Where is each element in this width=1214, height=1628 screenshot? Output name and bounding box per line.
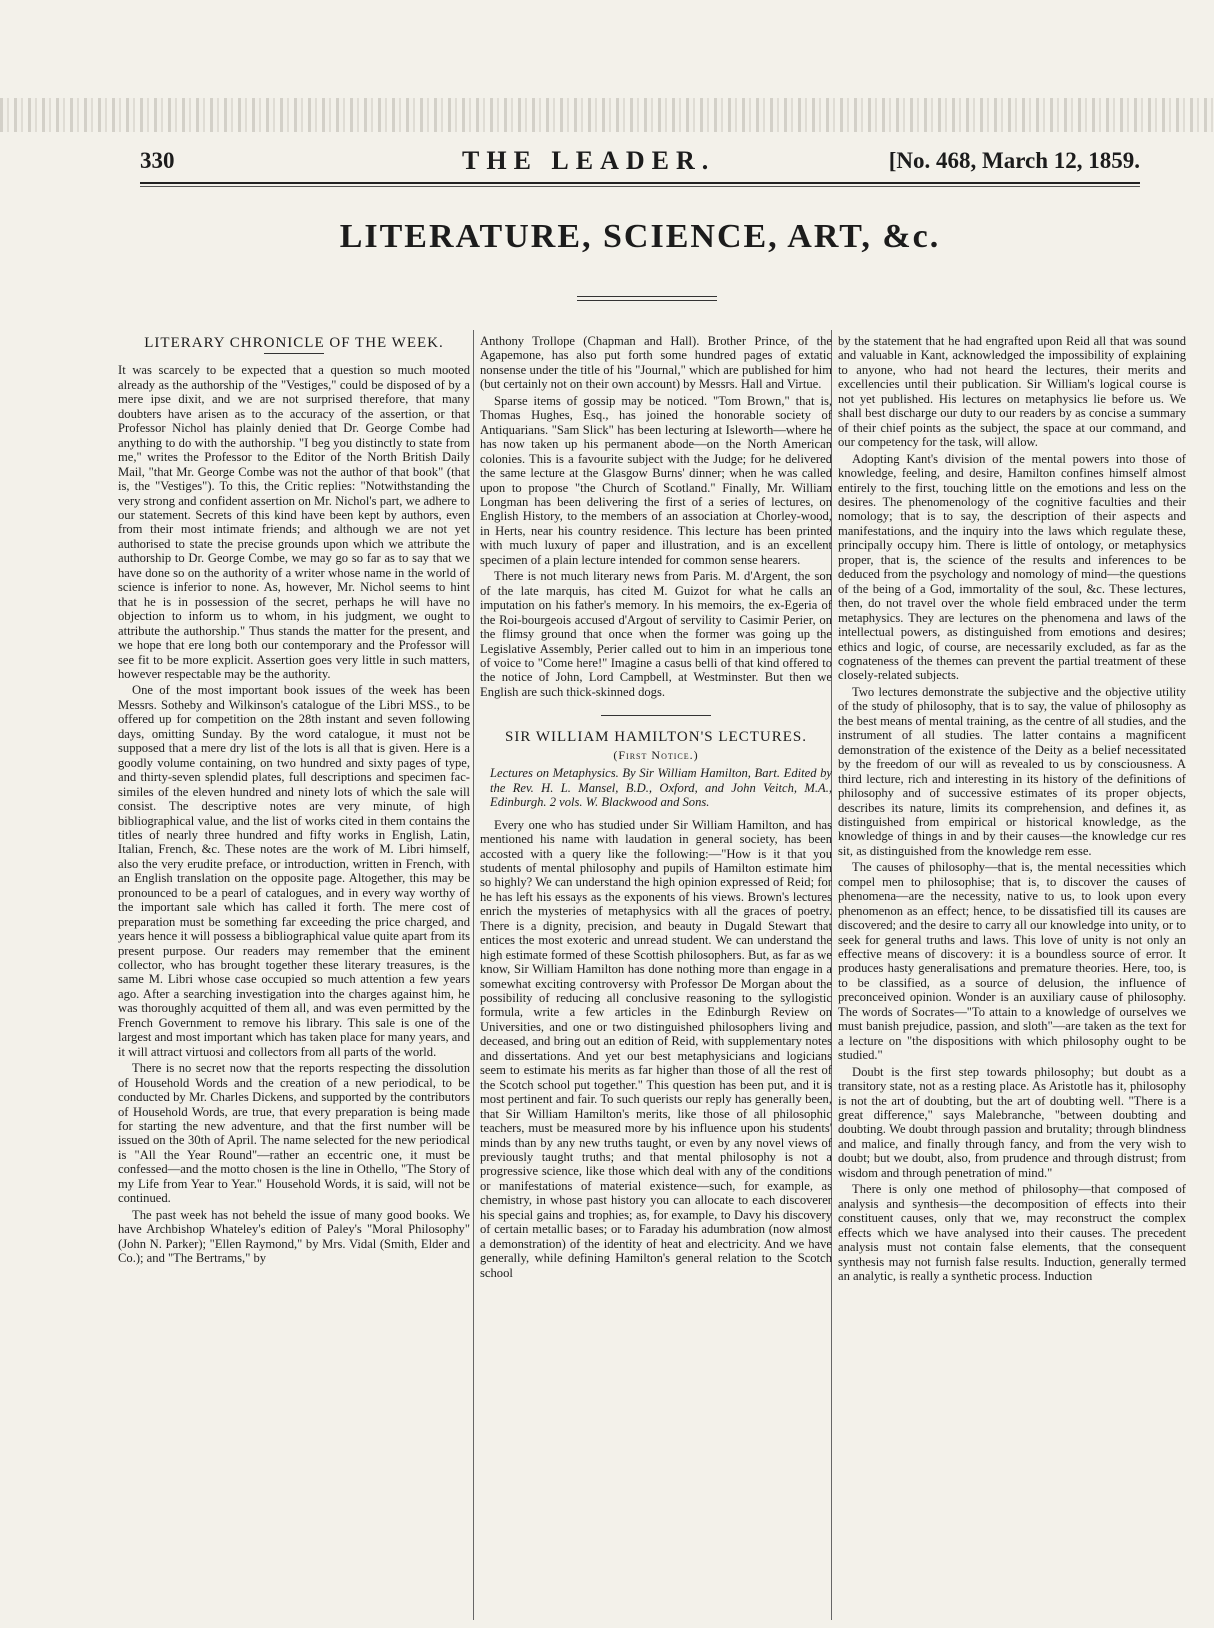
page-number: 330 bbox=[140, 148, 175, 173]
chronicle-paragraph: One of the most important book issues of the week has been Messrs. Sotheby and Wilkinson's catalogue of the Libri MSS., to be offered up for competition on the 28th instant and seven following days, omitting Sunday. By the word catalogue, it must not be supposed that a mere dry list of the lots is all that is given. Here is a goodly volume containing, on two hundred and sixty pages of type, and thirty-seven splendid plates, full descriptions and specimen fac-similes of the eleven hundred and ninety lots of which the sale will consist. The descriptive notes are very minute, of high bibliographical value, and the list of works cited in them contains the titles of nearly three hundred and fifty works in English, Latin, Italian, French, &c. These notes are the work of M. Libri himself, also the very erudite preface, or introduction, written in French, with an English translation on the opposite page. Altogether, this may be pronounced to be a pearl of catalogues, and in every way worthy of the important sale which has called it forth. The mere cost of preparation must be something far exceeding the price charged, and years hence it will possess a bibliographical value quite apart from its present purpose. Our readers may remember that the eminent collector, who has brought together these literary treasures, is the same M. Libri whose case occupied so much attention a few years ago. After a searching investigation into the charges against him, he was thoroughly acquitted of them all, and was even permitted by the French Government to remove his library. This sale is one of the largest and most important which has taken place for many years, and it will attract virtuosi and collectors from all parts of the world. bbox=[118, 683, 470, 1059]
chronicle-paragraph: There is not much literary news from Paris. M. d'Argent, the son of the late marquis, has cited M. Guizot for what he calls an imputation on his father's memory. In his memoirs, the ex-Egeria of the Roi-bourgeois accused d'Argout of servility to Casimir Perier, on the flimsy ground that once when the former was going up the Legislative Assembly, Perier called out to him in an imperious tone of voice to "Come here!" Imagine a casus belli of that kind offered to the notice of John, Lord Campbell, at Westminster. But then we English are such thick-skinned dogs. bbox=[480, 569, 832, 699]
masthead-rule bbox=[140, 182, 1140, 184]
column-3 bbox=[838, 334, 1186, 1624]
chronicle-paragraph: Anthony Trollope (Chapman and Hall). Brother Prince, of the Agapemone, has also put forth some hundred pages of extatic nonsense under the title of his "Journal," which are published for him (but certainly not on their own account) by Messrs. Hall and Virtue. bbox=[480, 334, 832, 392]
masthead bbox=[140, 146, 1140, 180]
column-1 bbox=[118, 334, 470, 1624]
chronicle-paragraph: There is no secret now that the reports respecting the dissolution of Household Words and the creation of a new periodical, to be conducted by Mr. Charles Dickens, and supported by the contributors of Household Words, are true, that every preparation is being made for starting the new adventure, and that the first number will be issued on the 30th of April. The name selected for the new periodical is "All the Year Round"—rather an eccentric one, it must be confessed—and the motto chosen is the line in Othello, "The Story of my Life from Year to Year." Household Words, it is said, will not be continued. bbox=[118, 1061, 470, 1206]
chronicle-heading-rule bbox=[264, 353, 324, 357]
hamilton-subheading: (First Notice.) bbox=[613, 747, 699, 762]
chronicle-heading: LITERARY CHRONICLE OF THE WEEK. bbox=[144, 335, 444, 351]
section-title: LITERATURE, SCIENCE, ART, &c. bbox=[339, 218, 941, 255]
hamilton-heading: SIR WILLIAM HAMILTON'S LECTURES. bbox=[505, 729, 807, 746]
chronicle-paragraph: The past week has not beheld the issue of many good books. We have Archbishop Whateley's edition of Paley's "Moral Philosophy" (John N. Parker); "Ellen Raymond," by Mrs. Vidal (Smith, Elder and Co.); and "The Bertrams," by bbox=[118, 1207, 470, 1266]
scan-noise-band bbox=[0, 98, 1214, 132]
book-reference: Lectures on Metaphysics. By Sir William Hamilton, Bart. Edited by the Rev. H. L. Mansel, B.D., Oxford, and John Veitch, M.A., Edinburgh. 2 vols. W. Blackwood and Sons. bbox=[490, 766, 832, 810]
masthead-rule-thin bbox=[140, 186, 1140, 187]
hamilton-paragraph: Every one who has studied under Sir William Hamilton, and has mentioned his name with laudation in general society, has been accosted with a query like the following:—"How is it that you students of mental philosophy and pupils of Hamilton estimate him so highly? We can understand the high opinion expressed of Reid; for he has left his essays as the exponents of his views. Brown's lectures enrich the mysteries of metaphysics with all the graces of poetry. There is a dignity, precision, and beauty in Dugald Stewart that entices the most exoteric and unread student. We can understand the high estimate formed of these Scottish philosophers. But, as far as we know, Sir William Hamilton has done nothing more than engage in a somewhat exciting controversy with Professor De Morgan about the possibility of reducing all conclusive reasoning to the syllogistic formula, write a few articles in the Edinburgh Review on Universities, and one or two distinguished philosophers living and deceased, and bring out an edition of Reid, with supplementary notes and dissertations. And yet our best metaphysicians and logicians seem to estimate his merits as far higher than those of all the rest of the Scotch school put together." This question has been put, and it is most pertinent and fair. To such querists our reply has generally been, that Sir William Hamilton's merits, like those of all philosophic teachers, must be measured more by his influence upon his students' minds than by any new truths taught, or even by any novel views of previously taught truths; and that mental philosophy is not a progressive science, like those which deal with any of the conditions or manifestations of material existence—such, for example, as chemistry, in whose past history you can allocate to each discoverer his special gains and trophies; as, for example, to Davy his discovery of certain metallic bases; or to Faraday his adumbration (now almost a demonstration) of the identity of heat and electricity. And we have generally, while defining Hamilton's general relation to the Scotch school bbox=[480, 817, 832, 1280]
hamilton-paragraph: Doubt is the first step towards philosophy; but doubt as a transitory state, not as a resting place. As Aristotle has it, philosophy is not the art of doubting, but the art of doubting well. "There is a great difference," says Malebranche, "between doubting and doubting. We doubt through passion and brutality; through blindness and malice, and finally through fancy, and from the very wish to doubt; but we doubt, also, from prudence and through distrust; from wisdom and through penetration of mind." bbox=[838, 1064, 1186, 1180]
issue-info: [No. 468, March 12, 1859. bbox=[888, 148, 1140, 173]
hamilton-paragraph: The causes of philosophy—that is, the mental necessities which compel men to philosophise; that is, to discover the causes of phenomena—are the necessity, native to us, to look upon every phenomenon as an effect; hence, to be dissatisfied till its causes are discovered; and the desire to carry all our knowledge into unity, or to seek for general truths and laws. This love of unity is not only an effective means of discovery: it is a boundless source of error. It produces hasty generalisations and premature theories. Here, too, is to be classified, as a source of delusion, the influence of preconceived opinion. Wonder is an auxiliary cause of philosophy. The words of Socrates—"To attain to a knowledge of ourselves we must banish prejudice, passion, and sloth"—are taken as the text for a lecture on "the dispositions with which philosophy ought to be studied." bbox=[838, 860, 1186, 1063]
hamilton-paragraph: Adopting Kant's division of the mental powers into those of knowledge, feeling, and desire, Hamilton confines himself almost entirely to the first, touching little on the emotions and less on the desires. The phenomenology of the cognitive faculties and their nomology; that is to say, the description of their aspects and manifestations, and the inquiry into the laws which regulate these, principally occupy him. There is little of ontology, or metaphysics proper, that is, the science of the results and inferences to be deduced from the psychology and nomology of mind—the questions of the being of a God, immortality of the soul, &c. These lectures, then, do not travel over the whole field embraced under the term metaphysics. They are lectures on the phenomena and laws of the intellectual powers, as distinguished from emotions and desires; ethics and logic, of course, are necessarily excluded, as far as the cognateness of the themes can prevent the partial treatment of these closely-related subjects. bbox=[838, 451, 1186, 683]
hamilton-paragraph: There is only one method of philosophy—that composed of analysis and synthesis—the decomposition of effects into their constituent causes, only that we, may reconstruct the complex effects which we have analysed into their causes. The precedent analysis must not contain false elements, that the consequent synthesis may not furnish false results. Induction, generally termed an analytic, is really a synthetic process. Induction bbox=[838, 1182, 1186, 1283]
chronicle-paragraph: It was scarcely to be expected that a question so much mooted already as the authorship of the "Vestiges," could be disposed of by a mere ipse dixit, and we are not surprised therefore, that many doubters have arisen as to the accuracy of the assertion, or that Professor Nichol has plainly denied that Dr. George Combe had anything to do with the authorship. "I beg you distinctly to state from me," writes the Professor to the Editor of the North British Daily Mail, "that Mr. George Combe was not the author of that book" (that is, the "Vestiges"). To this, the Critic replies: "Notwithstanding the very strong and confident assertion on Mr. Nichol's part, we adhere to our statement. Secrets of this kind have been kept by authors, even from their most intimate friends; and although we are not yet authorised to state the precise grounds upon which we attribute the authorship to Dr. George Combe, we may go so far as to say that we have done so on the authority of a writer whose name in the world of science is inferior to none. As, however, Mr. Nichol seems to hint that he is in possession of the secret, perhaps he will have no objection to inform us to whom, in his judgment, we ought to attribute the authorship." Thus stands the matter for the present, and we hope that ere long both our contemporary and the Professor will see fit to be more explicit. Assertion goes very little in such matters, however respectable may be the authority. bbox=[118, 363, 470, 681]
column-2 bbox=[480, 334, 832, 1624]
title-rule-bottom bbox=[577, 300, 717, 301]
column-divider-1 bbox=[473, 330, 474, 1620]
paper-name: THE LEADER. bbox=[462, 146, 716, 175]
title-rule-top bbox=[577, 296, 717, 297]
chronicle-paragraph: Sparse items of gossip may be noticed. "Tom Brown," that is, Thomas Hughes, Esq., has joined the honorable society of Antiquarians. "Sam Slick" has been lecturing at Isleworth—where he has now taken up his permanent abode—on the North American colonies. This is a favourite subject with the Judge; for he delivered the same lecture at the Glasgow Burns' dinner; when he was called upon to propose "the Church of Scotland." Finally, Mr. William Longman has been delivering the first of a series of lectures, on English History, to the members of an association at Chorley-wood, in Herts, near his country residence. This lecture has been printed with much luxury of paper and illustration, and is an excellent specimen of a plain lecture intended for common sense hearers. bbox=[480, 393, 832, 567]
hamilton-paragraph: Two lectures demonstrate the subjective and the objective utility of the study of philosophy, that is to say, the value of philosophy as the best means of mental training, as the centre of all studies, and the instrument of all studies. The latter contains a magnificent demonstration of the existence of the Deity as a belief necessitated by the freedom of our will as revealed to us by consciousness. A third lecture, rich and interesting in its history of the definitions of philosophy and of successive estimates of its proper objects, describes its nature, limits its comprehension, and defines it, as distinguished from empirical or historical knowledge, as the knowledge of things in and by their causes—the knowledge cur res sit, as distinguished from the knowledge rem esse. bbox=[838, 684, 1186, 858]
article-separator bbox=[601, 715, 711, 716]
hamilton-paragraph: by the statement that he had engrafted upon Reid all that was sound and valuable in Kant, acknowledged the impossibility of explaining to anyone, who had not heard the lectures, their merits and excellencies until their publication. Sir William's logical course is not yet published. His lectures on metaphysics lie before us. We shall best discharge our duty to our readers by as concise a summary of their chief points as the subject, the space at our command, and our competency for the task, will allow. bbox=[838, 334, 1186, 450]
